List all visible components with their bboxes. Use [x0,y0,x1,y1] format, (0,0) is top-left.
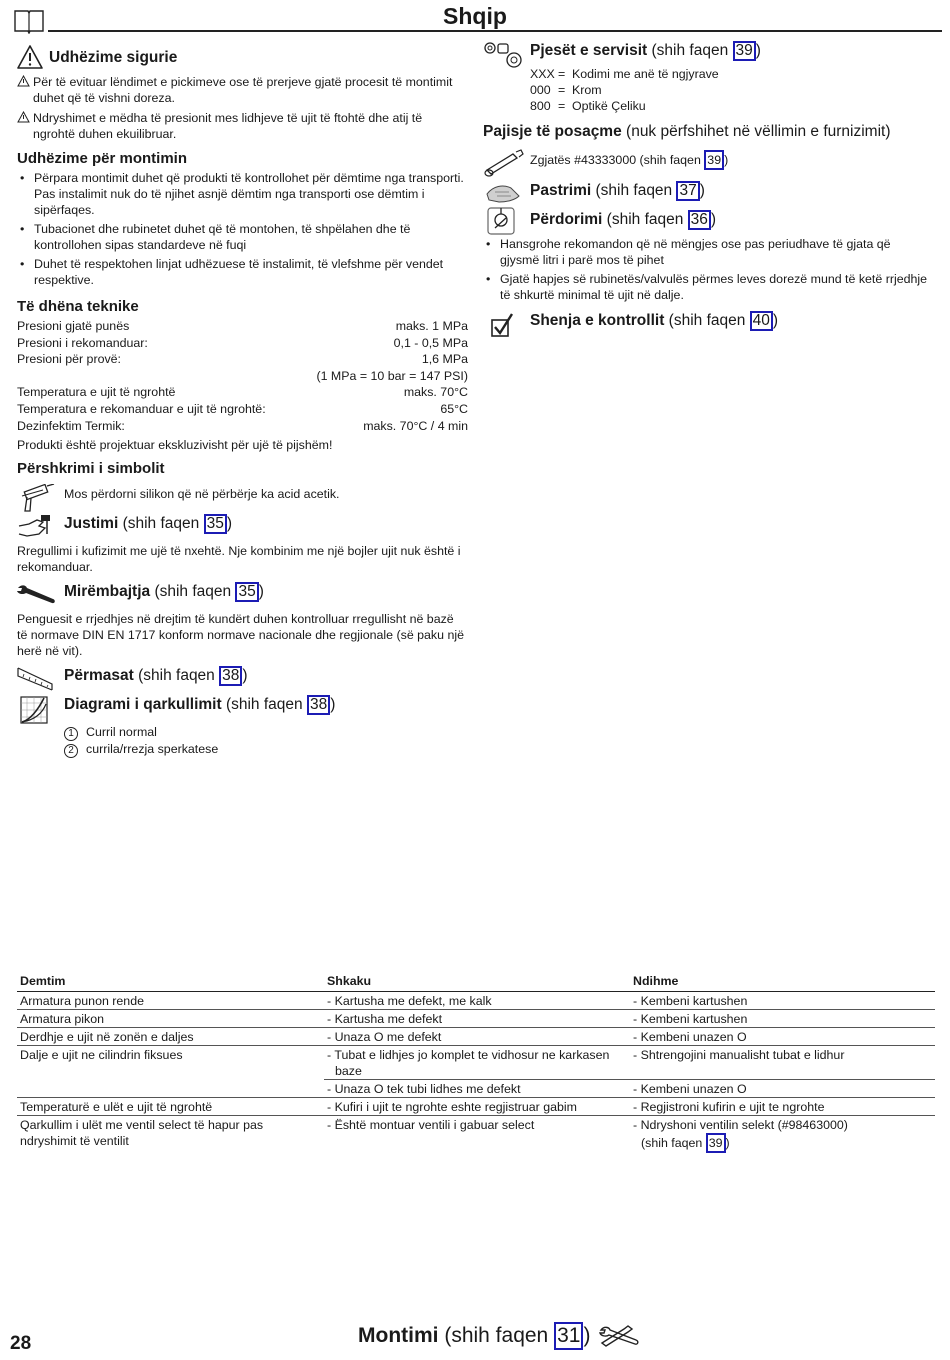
maintenance-text: Penguesit e rrjedhjes në drejtim të kundërt duhen kontrolluar rregullisht në bazë të normave DIN EN 1717 konform normave nacionale dhe regjionale (së paku një herë në vit). [17,612,465,658]
list-item: • Duhet të respektohen linjat udhëzuese të instalimit, të vlefshme për vendet respektive. [17,256,467,288]
warning-icon [17,75,30,87]
table-row: Temperaturë e ulët e ujit të ngrohtë - Kufiri i ujit te ngrohte eshte regjistruar gabim - Regjistroni kufirin e ujit te ngrohte [17,1098,935,1116]
hand-adjust-icon [17,512,53,542]
troubleshooting-table [17,971,935,1153]
table-header-row [17,971,935,992]
list-item: • Përpara montimit duhet që produkti të kontrollohet për dëmtime nga transporti. Pas instalimit nuk do të njihet asnjë dëmtim nga transporti ose dëmtim i sipërfaqes. [17,170,467,218]
service-code: XXX = Kodimi me anë të ngjyrave [530,67,719,81]
drinking-water-note: Produkti është projektuar ekskluzivisht për ujë të pijshëm! [17,438,333,452]
tech-row: Presioni për provë: 1,6 MPa [17,352,468,366]
cleaning-heading: Pastrimi (shih faqen 37 ) [530,182,705,199]
page-link[interactable]: 31 [554,1322,583,1350]
tech-row: Presioni i rekomanduar: 0,1 - 0,5 MPa [17,336,468,350]
tech-row: Presioni gjatë punës maks. 1 MPa [17,319,468,333]
flow-diagram-icon [20,696,48,724]
cleaning-hand-icon [485,178,523,208]
page-link[interactable]: 37 [676,181,699,201]
page-number: 28 [10,1333,32,1354]
list-item: • Gjatë hapjes së rubinetës/valvulës përmes leves dorezë mund të ketë rrjedhje të shkurtë minimal të ujit në dalje. [483,271,933,303]
service-code: 800 = Optikë Çeliku [530,99,646,113]
montimi-heading: Montimi (shih faqen 31 ) [358,1321,590,1351]
page-link[interactable]: 36 [688,210,711,230]
flow-heading: Diagrami i qarkullimit (shih faqen 38 ) [64,696,336,713]
ruler-icon [16,666,54,692]
language-title: Shqip [443,3,507,29]
special-accessories-heading: Pajisje të posaçme (nuk përfshihet në vëllimin e furnizimit) [483,123,891,140]
tech-row: Temperatura e ujit të ngrohtë maks. 70°C [17,385,468,399]
page-link[interactable]: 38 [219,666,242,686]
wrench-icon [15,582,57,606]
service-code: 000 = Krom [530,83,602,97]
list-item: • Hansgrohe rekomandon që në mëngjes ose pas periudhave të gjata që gjysmë litri i parë mos të pihet [483,236,933,268]
page-link[interactable]: 39 [704,150,724,170]
table-row: - Unaza O tek tubi lidhes me defekt - Kembeni unazen O [17,1080,935,1098]
safety-title: Udhëzime sigurie [49,49,178,66]
extension-text: Zgjatës #43333000 (shih faqen 39 ) [530,150,728,170]
column-header: Demtim [17,971,324,992]
checkmark-icon [490,312,514,338]
tech-row: Temperatura e rekomanduar e ujit të ngrohtë: 65°C [17,402,468,416]
extension-icon [483,148,525,180]
justimi-text: Rregullimi i kufizimit me ujë të nxehtë. Nje kombinim me një bojler ujit nuk është i rekomanduar. [17,544,461,574]
silicone-gun-icon [17,484,55,514]
page-link[interactable]: 38 [307,695,330,715]
table-row: Qarkullim i ulët me ventil select të hapur pas ndryshimit të ventilit - Është montuar ventili i gabuar select - Ndryshoni ventilin selekt (#98463000) (shih faqen 39 ) [17,1116,935,1154]
maintenance-heading: Mirëmbajtja (shih faqen 35 ) [64,583,264,600]
safety-item: Për të evituar lëndimet e pickimeve ose të prerjeve gjatë procesit të montimit duhet që të vishni doreza. [17,74,467,106]
mounting-notes-title: Udhëzime për montimin [17,150,188,167]
warning-icon [17,111,30,123]
page-link[interactable]: 35 [235,582,258,602]
justimi-heading: Justimi (shih faqen 35 ) [64,515,232,532]
tech-title: Të dhëna teknike [17,298,139,315]
silicone-text: Mos përdorni silikon që në përbërje ka acid acetik. [64,487,340,501]
table-row: Armatura punon rende - Kartusha me defekt, me kalk - Kembeni kartushen [17,992,935,1010]
page-link[interactable]: 35 [204,514,227,534]
list-item: • Tubacionet dhe rubinetet duhet që të montohen, të shpëlahen dhe të kontrollohen sipas standardeve në fuqi [17,221,467,253]
usage-faucet-icon [486,206,516,236]
service-parts-icon [482,40,524,70]
tools-icon [598,1323,640,1349]
flow-legend-item: 1 Curril normal [64,724,157,741]
service-heading: Pjesët e servisit (shih faqen 39 ) [530,42,761,59]
flow-legend-item: 2 currila/rrezja sperkatese [64,741,218,758]
page-link[interactable]: 39 [706,1133,726,1153]
dimensions-heading: Përmasat (shih faqen 38 ) [64,667,248,684]
tech-row: (1 MPa = 10 bar = 147 PSI) [316,369,468,383]
symbols-title: Përshkrimi i simbolit [17,460,165,477]
warning-icon [16,44,44,70]
column-header: Shkaku [324,971,630,992]
column-header: Ndihme [630,971,935,992]
table-row: Dalje e ujit ne cilindrin fiksues - Tubat e lidhjes jo komplet te vidhosur ne karkasen baze - Shtrengojini manualisht tubat e lidhur [17,1046,935,1080]
page-link[interactable]: 40 [750,311,773,331]
tech-row: Dezinfektim Termik: maks. 70°C / 4 min [17,419,468,433]
safety-item: Ndryshimet e mëdha të presionit mes lidhjeve të ujit të ftohtë dhe atij të ngrohtë duhen ekuilibruar. [17,110,467,142]
usage-list [483,236,933,306]
table-row: Derdhje e ujit në zonën e daljes - Unaza O me defekt - Kembeni unazen O [17,1028,935,1046]
mounting-notes-list [17,170,467,291]
page-link[interactable]: 39 [733,41,756,61]
usage-heading: Përdorimi (shih faqen 36 ) [530,211,717,228]
check-heading: Shenja e kontrollit (shih faqen 40 ) [530,312,779,329]
header-rule [48,30,942,32]
table-row: Armatura pikon - Kartusha me defekt - Kembeni kartushen [17,1010,935,1028]
